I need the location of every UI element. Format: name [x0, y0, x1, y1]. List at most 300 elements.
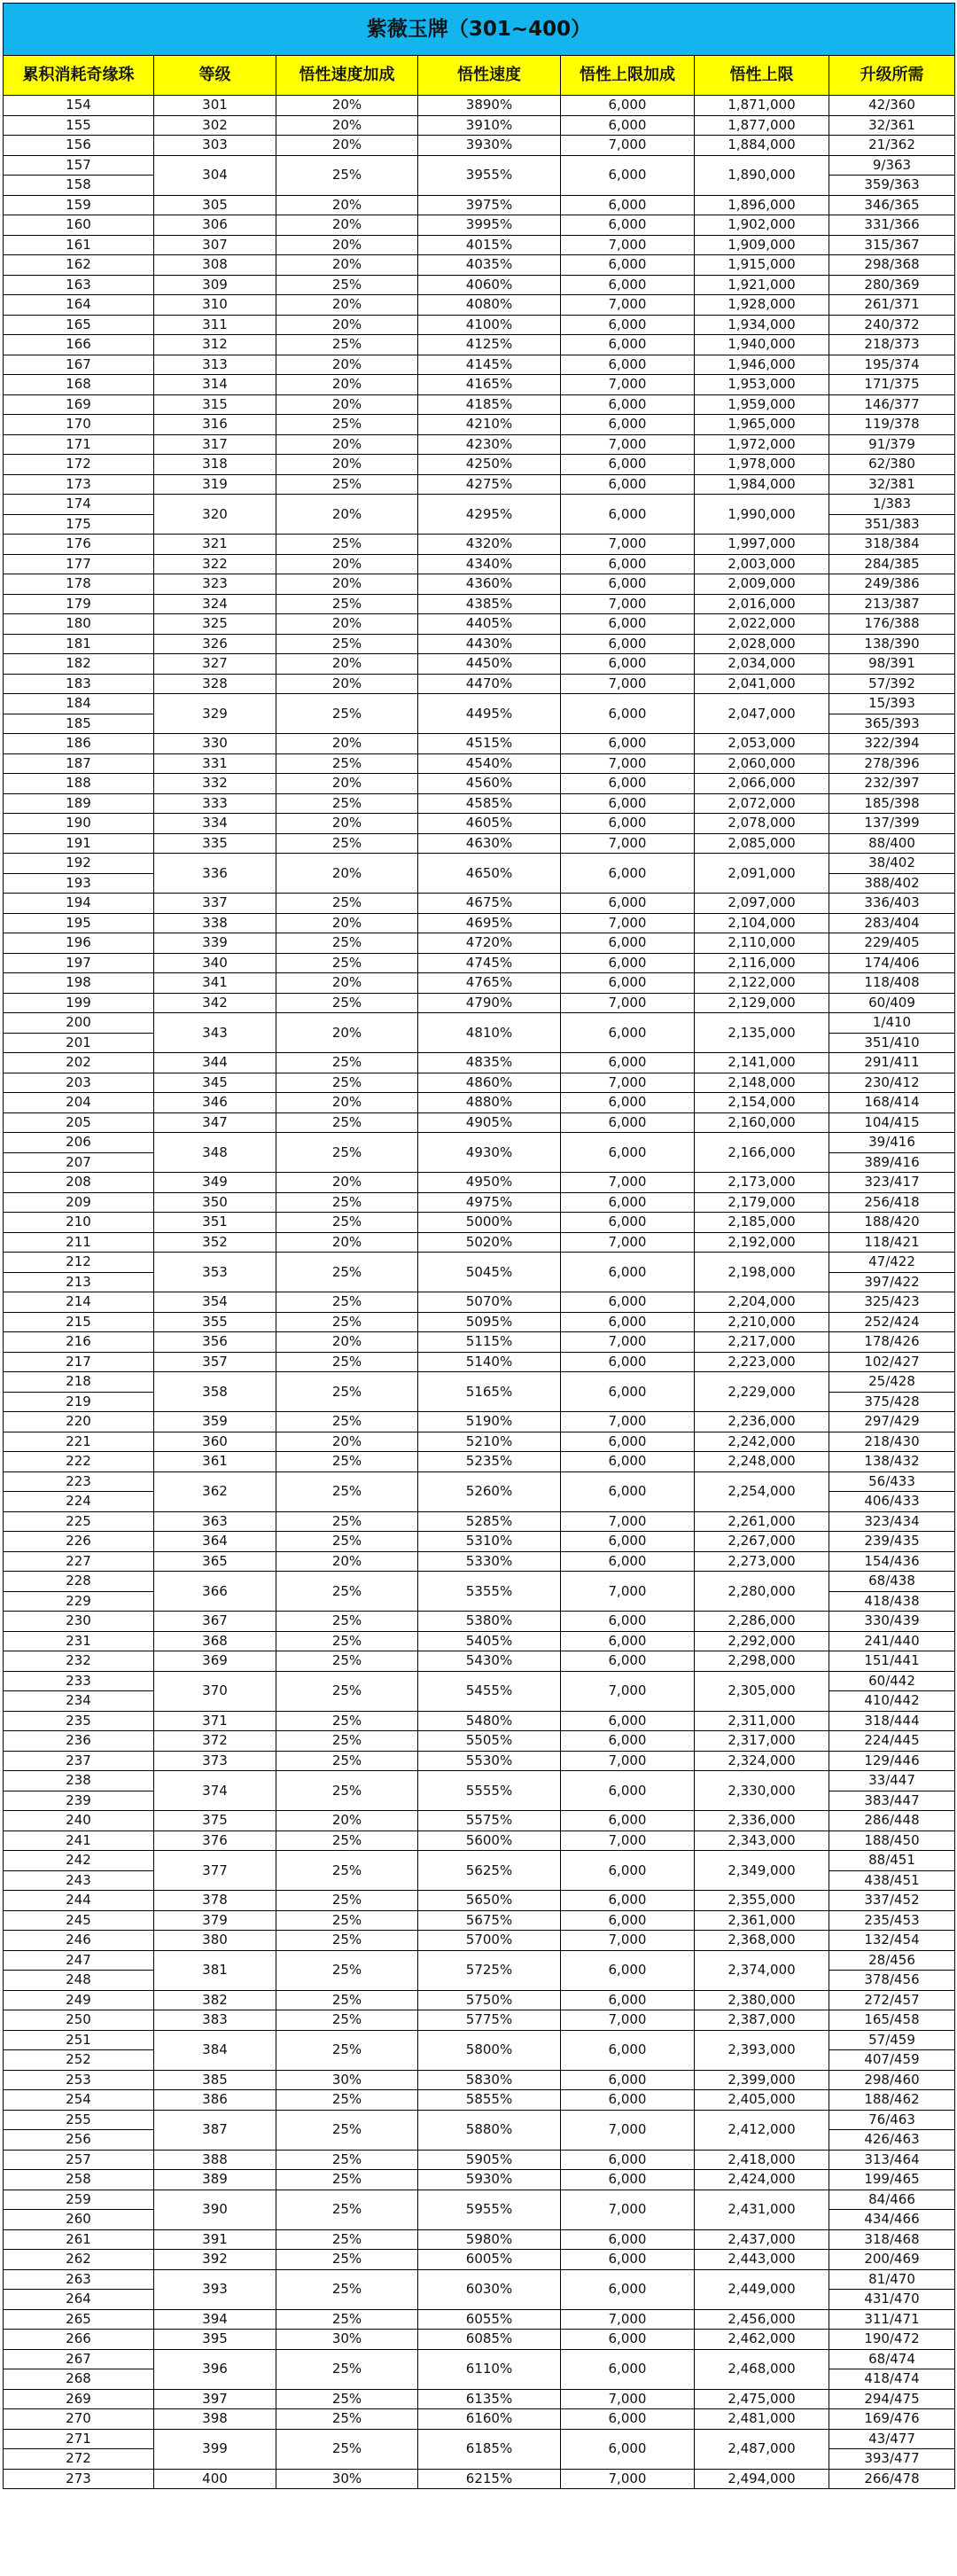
cell-beads: 256	[4, 2130, 154, 2151]
cell-beads: 273	[4, 2469, 154, 2489]
cell-limit: 1,909,000	[695, 235, 829, 255]
cell-limit: 2,292,000	[695, 1631, 829, 1651]
table-row	[4, 993, 955, 1013]
cell-needs: 297/429	[829, 1412, 955, 1432]
cell-needs: 418/438	[829, 1591, 955, 1612]
cell-level: 341	[154, 973, 276, 994]
cell-limit: 2,374,000	[695, 1950, 829, 1990]
cell-needs: 434/466	[829, 2210, 955, 2230]
cell-beads: 242	[4, 1851, 154, 1871]
cell-limit: 2,393,000	[695, 2030, 829, 2070]
cell-speed: 5775%	[418, 2010, 561, 2031]
cell-speed-bonus: 25%	[276, 275, 418, 295]
cell-level: 311	[154, 315, 276, 335]
cell-limit-bonus: 6,000	[561, 2170, 695, 2190]
cell-limit-bonus: 6,000	[561, 854, 695, 894]
cell-needs: 174/406	[829, 953, 955, 973]
cell-level: 370	[154, 1671, 276, 1711]
cell-needs: 239/435	[829, 1532, 955, 1552]
cell-speed: 4125%	[418, 335, 561, 355]
table-row	[4, 195, 955, 215]
cell-speed-bonus: 25%	[276, 1352, 418, 1372]
table-row	[4, 734, 955, 754]
cell-speed-bonus: 25%	[276, 1950, 418, 1990]
cell-speed-bonus: 25%	[276, 1412, 418, 1432]
cell-needs: 410/442	[829, 1691, 955, 1712]
cell-limit: 2,192,000	[695, 1232, 829, 1253]
cell-beads: 210	[4, 1213, 154, 1233]
cell-needs: 32/381	[829, 474, 955, 495]
cell-level: 322	[154, 554, 276, 574]
cell-limit: 2,135,000	[695, 1013, 829, 1053]
table-row	[4, 793, 955, 814]
table-row	[4, 1352, 955, 1372]
cell-level: 364	[154, 1532, 276, 1552]
cell-limit: 2,022,000	[695, 614, 829, 635]
cell-level: 389	[154, 2170, 276, 2190]
cell-needs: 25/428	[829, 1372, 955, 1393]
cell-needs: 68/438	[829, 1572, 955, 1592]
cell-limit-bonus: 6,000	[561, 634, 695, 654]
cell-beads: 156	[4, 136, 154, 156]
table-row	[4, 913, 955, 933]
cell-beads: 230	[4, 1612, 154, 1632]
cell-level: 378	[154, 1891, 276, 1911]
cell-level: 336	[154, 854, 276, 894]
table-row	[4, 1891, 955, 1911]
cell-limit-bonus: 7,000	[561, 2469, 695, 2489]
cell-needs: 365/393	[829, 714, 955, 734]
cell-limit: 2,053,000	[695, 734, 829, 754]
header-speed-bonus: 悟性速度加成	[276, 56, 418, 96]
table-row	[4, 2330, 955, 2350]
cell-level: 379	[154, 1910, 276, 1931]
cell-level: 397	[154, 2389, 276, 2409]
cell-limit-bonus: 6,000	[561, 195, 695, 215]
cell-speed-bonus: 25%	[276, 1731, 418, 1752]
cell-needs: 378/456	[829, 1971, 955, 1991]
cell-needs: 39/416	[829, 1133, 955, 1153]
cell-limit-bonus: 6,000	[561, 1452, 695, 1472]
cell-speed: 4250%	[418, 455, 561, 475]
cell-speed-bonus: 25%	[276, 993, 418, 1013]
cell-limit: 2,424,000	[695, 2170, 829, 2190]
cell-speed: 5600%	[418, 1831, 561, 1851]
table-row	[4, 1292, 955, 1313]
cell-needs: 330/439	[829, 1612, 955, 1632]
cell-level: 391	[154, 2229, 276, 2250]
table-row	[4, 235, 955, 255]
cell-limit-bonus: 6,000	[561, 1352, 695, 1372]
cell-needs: 102/427	[829, 1352, 955, 1372]
cell-level: 302	[154, 115, 276, 136]
cell-needs: 252/424	[829, 1312, 955, 1332]
cell-limit-bonus: 7,000	[561, 993, 695, 1013]
cell-beads: 247	[4, 1950, 154, 1971]
cell-needs: 336/403	[829, 894, 955, 914]
cell-needs: 138/390	[829, 634, 955, 654]
cell-level: 382	[154, 1990, 276, 2010]
cell-limit: 2,210,000	[695, 1312, 829, 1332]
cell-level: 355	[154, 1312, 276, 1332]
cell-limit: 1,871,000	[695, 96, 829, 116]
cell-level: 369	[154, 1651, 276, 1672]
cell-level: 335	[154, 833, 276, 854]
cell-limit-bonus: 7,000	[561, 1511, 695, 1532]
cell-needs: 261/371	[829, 295, 955, 316]
cell-beads: 239	[4, 1791, 154, 1811]
cell-limit-bonus: 7,000	[561, 1232, 695, 1253]
cell-beads: 232	[4, 1651, 154, 1672]
cell-speed: 6215%	[418, 2469, 561, 2489]
cell-speed-bonus: 20%	[276, 574, 418, 595]
cell-speed-bonus: 25%	[276, 594, 418, 614]
table-row	[4, 215, 955, 236]
cell-needs: 388/402	[829, 873, 955, 894]
cell-speed-bonus: 20%	[276, 255, 418, 276]
table-row	[4, 1811, 955, 1831]
cell-beads: 223	[4, 1471, 154, 1492]
cell-beads: 251	[4, 2030, 154, 2050]
cell-limit: 2,443,000	[695, 2250, 829, 2270]
cell-limit: 2,223,000	[695, 1352, 829, 1372]
cell-speed-bonus: 20%	[276, 136, 418, 156]
table-row	[4, 96, 955, 116]
table-row	[4, 554, 955, 574]
cell-limit: 2,085,000	[695, 833, 829, 854]
cell-needs: 151/441	[829, 1651, 955, 1672]
cell-speed: 6030%	[418, 2269, 561, 2309]
cell-speed-bonus: 20%	[276, 1093, 418, 1113]
cell-needs: 62/380	[829, 455, 955, 475]
cell-needs: 129/446	[829, 1751, 955, 1771]
cell-speed-bonus: 20%	[276, 1432, 418, 1452]
cell-limit-bonus: 6,000	[561, 1093, 695, 1113]
cell-limit-bonus: 6,000	[561, 973, 695, 994]
cell-needs: 284/385	[829, 554, 955, 574]
cell-limit-bonus: 6,000	[561, 155, 695, 195]
cell-beads: 178	[4, 574, 154, 595]
table-row	[4, 933, 955, 954]
table-row	[4, 654, 955, 675]
table-row	[4, 694, 955, 714]
cell-needs: 81/470	[829, 2269, 955, 2290]
cell-limit: 2,368,000	[695, 1931, 829, 1951]
cell-speed: 4975%	[418, 1192, 561, 1213]
table-row	[4, 434, 955, 455]
table-row	[4, 474, 955, 495]
cell-speed: 5455%	[418, 1671, 561, 1711]
cell-needs: 60/409	[829, 993, 955, 1013]
cell-needs: 318/468	[829, 2229, 955, 2250]
cell-limit: 1,890,000	[695, 155, 829, 195]
cell-speed-bonus: 25%	[276, 1771, 418, 1811]
cell-beads: 185	[4, 714, 154, 734]
cell-beads: 261	[4, 2229, 154, 2250]
cell-needs: 323/417	[829, 1173, 955, 1193]
cell-beads: 264	[4, 2290, 154, 2310]
cell-speed-bonus: 25%	[276, 1910, 418, 1931]
cell-level: 372	[154, 1731, 276, 1752]
table-row	[4, 335, 955, 355]
cell-speed-bonus: 20%	[276, 554, 418, 574]
cell-speed-bonus: 25%	[276, 1213, 418, 1233]
cell-limit-bonus: 6,000	[561, 1013, 695, 1053]
cell-level: 387	[154, 2110, 276, 2150]
cell-speed: 5190%	[418, 1412, 561, 1432]
cell-level: 368	[154, 1631, 276, 1651]
cell-level: 339	[154, 933, 276, 954]
cell-beads: 154	[4, 96, 154, 116]
cell-speed-bonus: 25%	[276, 793, 418, 814]
cell-limit: 1,877,000	[695, 115, 829, 136]
cell-speed-bonus: 25%	[276, 753, 418, 774]
cell-limit-bonus: 7,000	[561, 2010, 695, 2031]
cell-limit-bonus: 6,000	[561, 1532, 695, 1552]
cell-limit: 1,928,000	[695, 295, 829, 316]
cell-speed: 4100%	[418, 315, 561, 335]
cell-level: 309	[154, 275, 276, 295]
cell-limit: 1,997,000	[695, 535, 829, 555]
cell-needs: 9/363	[829, 155, 955, 176]
cell-speed-bonus: 25%	[276, 1891, 418, 1911]
cell-needs: 76/463	[829, 2110, 955, 2130]
cell-level: 328	[154, 674, 276, 694]
table-row	[4, 495, 955, 515]
cell-limit-bonus: 6,000	[561, 2070, 695, 2090]
cell-needs: 88/400	[829, 833, 955, 854]
cell-speed: 4320%	[418, 535, 561, 555]
table-row	[4, 1910, 955, 1931]
cell-limit: 2,456,000	[695, 2309, 829, 2330]
cell-speed: 5070%	[418, 1292, 561, 1313]
table-row	[4, 2070, 955, 2090]
cell-level: 352	[154, 1232, 276, 1253]
cell-needs: 266/478	[829, 2469, 955, 2489]
cell-limit-bonus: 6,000	[561, 394, 695, 415]
cell-beads: 194	[4, 894, 154, 914]
cell-speed: 3955%	[418, 155, 561, 195]
cell-speed-bonus: 20%	[276, 614, 418, 635]
cell-limit: 2,028,000	[695, 634, 829, 654]
cell-needs: 323/434	[829, 1511, 955, 1532]
cell-level: 381	[154, 1950, 276, 1990]
cell-beads: 179	[4, 594, 154, 614]
cell-limit: 2,003,000	[695, 554, 829, 574]
cell-speed: 4495%	[418, 694, 561, 734]
cell-needs: 91/379	[829, 434, 955, 455]
cell-speed: 4035%	[418, 255, 561, 276]
cell-beads: 204	[4, 1093, 154, 1113]
cell-speed-bonus: 25%	[276, 2090, 418, 2111]
cell-needs: 359/363	[829, 176, 955, 196]
cell-speed: 5115%	[418, 1332, 561, 1353]
table-row	[4, 375, 955, 395]
cell-level: 313	[154, 355, 276, 375]
table-row	[4, 1612, 955, 1632]
cell-limit: 1,984,000	[695, 474, 829, 495]
cell-limit-bonus: 7,000	[561, 1572, 695, 1612]
cell-level: 334	[154, 814, 276, 834]
cell-needs: 38/402	[829, 854, 955, 874]
cell-limit: 2,361,000	[695, 1910, 829, 1931]
cell-speed: 4790%	[418, 993, 561, 1013]
table-row	[4, 1073, 955, 1093]
cell-limit-bonus: 6,000	[561, 953, 695, 973]
table-row	[4, 394, 955, 415]
cell-speed: 5930%	[418, 2170, 561, 2190]
cell-needs: 397/422	[829, 1272, 955, 1292]
cell-speed: 4210%	[418, 415, 561, 435]
cell-limit: 2,380,000	[695, 1990, 829, 2010]
table-row	[4, 1471, 955, 1492]
cell-limit: 1,940,000	[695, 335, 829, 355]
cell-speed-bonus: 20%	[276, 734, 418, 754]
cell-beads: 197	[4, 953, 154, 973]
cell-speed: 4930%	[418, 1133, 561, 1173]
cell-needs: 331/366	[829, 215, 955, 236]
table-row	[4, 953, 955, 973]
cell-needs: 154/436	[829, 1551, 955, 1572]
cell-level: 357	[154, 1352, 276, 1372]
cell-needs: 318/384	[829, 535, 955, 555]
cell-speed: 4950%	[418, 1173, 561, 1193]
cell-speed: 5480%	[418, 1711, 561, 1731]
cell-limit: 1,934,000	[695, 315, 829, 335]
cell-beads: 169	[4, 394, 154, 415]
table-row	[4, 814, 955, 834]
cell-limit: 2,173,000	[695, 1173, 829, 1193]
cell-needs: 199/465	[829, 2170, 955, 2190]
cell-speed: 5505%	[418, 1731, 561, 1752]
cell-beads: 258	[4, 2170, 154, 2190]
table-row	[4, 1093, 955, 1113]
cell-speed-bonus: 25%	[276, 2429, 418, 2469]
cell-speed: 5095%	[418, 1312, 561, 1332]
cell-level: 354	[154, 1292, 276, 1313]
cell-level: 390	[154, 2190, 276, 2229]
cell-needs: 171/375	[829, 375, 955, 395]
table-row	[4, 1771, 955, 1791]
cell-speed-bonus: 25%	[276, 1831, 418, 1851]
cell-needs: 132/454	[829, 1931, 955, 1951]
cell-speed: 6085%	[418, 2330, 561, 2350]
cell-level: 362	[154, 1471, 276, 1511]
cell-speed: 5140%	[418, 1352, 561, 1372]
cell-level: 384	[154, 2030, 276, 2070]
cell-speed-bonus: 20%	[276, 674, 418, 694]
cell-beads: 213	[4, 1272, 154, 1292]
cell-needs: 218/373	[829, 335, 955, 355]
cell-beads: 181	[4, 634, 154, 654]
table-row	[4, 2229, 955, 2250]
cell-speed-bonus: 25%	[276, 1651, 418, 1672]
cell-speed-bonus: 25%	[276, 535, 418, 555]
cell-level: 346	[154, 1093, 276, 1113]
cell-limit-bonus: 6,000	[561, 1372, 695, 1412]
cell-speed: 4060%	[418, 275, 561, 295]
cell-speed: 5165%	[418, 1372, 561, 1412]
cell-speed-bonus: 20%	[276, 1013, 418, 1053]
cell-level: 310	[154, 295, 276, 316]
cell-limit: 2,060,000	[695, 753, 829, 774]
cell-beads: 216	[4, 1332, 154, 1353]
cell-limit-bonus: 6,000	[561, 1771, 695, 1811]
cell-speed: 6160%	[418, 2409, 561, 2430]
cell-limit-bonus: 7,000	[561, 136, 695, 156]
table-row	[4, 275, 955, 295]
cell-speed-bonus: 20%	[276, 455, 418, 475]
cell-beads: 253	[4, 2070, 154, 2090]
cell-level: 361	[154, 1452, 276, 1472]
cell-speed-bonus: 20%	[276, 235, 418, 255]
cell-limit: 2,324,000	[695, 1751, 829, 1771]
cell-level: 307	[154, 235, 276, 255]
cell-speed-bonus: 20%	[276, 434, 418, 455]
cell-speed: 5020%	[418, 1232, 561, 1253]
cell-speed: 5905%	[418, 2150, 561, 2170]
table-row	[4, 2150, 955, 2170]
cell-speed: 4560%	[418, 774, 561, 794]
cell-speed-bonus: 25%	[276, 1751, 418, 1771]
cell-limit: 2,248,000	[695, 1452, 829, 1472]
header-limit-bonus: 悟性上限加成	[561, 56, 695, 96]
cell-limit-bonus: 6,000	[561, 275, 695, 295]
cell-limit-bonus: 7,000	[561, 1073, 695, 1093]
cell-beads: 184	[4, 694, 154, 714]
cell-speed: 4905%	[418, 1112, 561, 1133]
cell-speed: 5675%	[418, 1910, 561, 1931]
cell-limit: 2,254,000	[695, 1471, 829, 1511]
cell-speed-bonus: 25%	[276, 1133, 418, 1173]
cell-limit-bonus: 6,000	[561, 315, 695, 335]
cell-limit-bonus: 7,000	[561, 1831, 695, 1851]
cell-level: 348	[154, 1133, 276, 1173]
cell-beads: 225	[4, 1511, 154, 1532]
cell-limit: 2,242,000	[695, 1432, 829, 1452]
cell-beads: 192	[4, 854, 154, 874]
cell-needs: 21/362	[829, 136, 955, 156]
cell-beads: 206	[4, 1133, 154, 1153]
cell-needs: 375/428	[829, 1392, 955, 1412]
cell-beads: 255	[4, 2110, 154, 2130]
cell-limit-bonus: 6,000	[561, 1292, 695, 1313]
cell-needs: 104/415	[829, 1112, 955, 1133]
cell-beads: 205	[4, 1112, 154, 1133]
cell-needs: 188/462	[829, 2090, 955, 2111]
cell-beads: 200	[4, 1013, 154, 1034]
table-row	[4, 594, 955, 614]
cell-needs: 28/456	[829, 1950, 955, 1971]
cell-speed-bonus: 20%	[276, 1173, 418, 1193]
cell-needs: 286/448	[829, 1811, 955, 1831]
cell-limit: 2,104,000	[695, 913, 829, 933]
cell-beads: 203	[4, 1073, 154, 1093]
cell-beads: 168	[4, 375, 154, 395]
cell-level: 350	[154, 1192, 276, 1213]
cell-speed: 4515%	[418, 734, 561, 754]
cell-beads: 209	[4, 1192, 154, 1213]
header-level: 等级	[154, 56, 276, 96]
table-title: 紫薇玉牌（301~400）	[4, 4, 955, 56]
cell-level: 373	[154, 1751, 276, 1771]
cell-limit-bonus: 6,000	[561, 1312, 695, 1332]
cell-level: 376	[154, 1831, 276, 1851]
cell-limit: 1,990,000	[695, 495, 829, 535]
cell-beads: 172	[4, 455, 154, 475]
cell-level: 388	[154, 2150, 276, 2170]
cell-beads: 265	[4, 2309, 154, 2330]
